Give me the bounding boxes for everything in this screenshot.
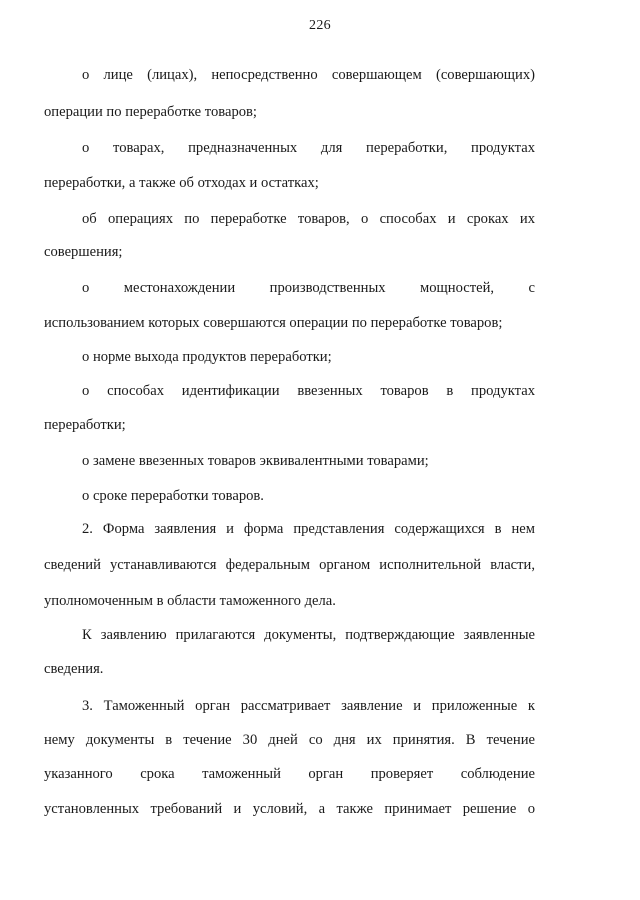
text-line: 3. Таможенный орган рассматривает заявление и приложенные к bbox=[82, 698, 535, 714]
text-line: о местонахождении производственных мощностей, с bbox=[82, 280, 535, 296]
text-line: совершения; bbox=[44, 244, 123, 260]
text-line: К заявлению прилагаются документы, подтверждающие заявленные bbox=[82, 627, 535, 643]
text-line: переработки; bbox=[44, 417, 126, 433]
text-line: нему документы в течение 30 дней со дня их принятия. В течение bbox=[44, 732, 535, 748]
text-line: об операциях по переработке товаров, о способах и сроках их bbox=[82, 211, 535, 227]
text-line: о лице (лицах), непосредственно совершающем (совершающих) bbox=[82, 67, 535, 83]
text-line: установленных требований и условий, а также принимает решение о bbox=[44, 801, 535, 817]
page-number: 226 bbox=[309, 18, 331, 33]
text-line: сведения. bbox=[44, 661, 104, 677]
text-line: 2. Форма заявления и форма представления содержащихся в нем bbox=[82, 521, 535, 537]
text-line: указанного срока таможенный орган проверяет соблюдение bbox=[44, 766, 535, 782]
text-line: использованием которых совершаются операции по переработке товаров; bbox=[44, 315, 503, 331]
text-line: о сроке переработки товаров. bbox=[82, 488, 264, 504]
text-line: о замене ввезенных товаров эквивалентными товарами; bbox=[82, 453, 429, 469]
text-line: о норме выхода продуктов переработки; bbox=[82, 349, 332, 365]
text-line: уполномоченным в области таможенного дела. bbox=[44, 593, 336, 609]
text-line: о товарах, предназначенных для переработки, продуктах bbox=[82, 140, 535, 156]
text-line: о способах идентификации ввезенных товаров в продуктах bbox=[82, 383, 535, 399]
text-line: сведений устанавливаются федеральным органом исполнительной власти, bbox=[44, 557, 535, 573]
text-line: операции по переработке товаров; bbox=[44, 104, 257, 120]
text-line: переработки, а также об отходах и остатках; bbox=[44, 175, 319, 191]
